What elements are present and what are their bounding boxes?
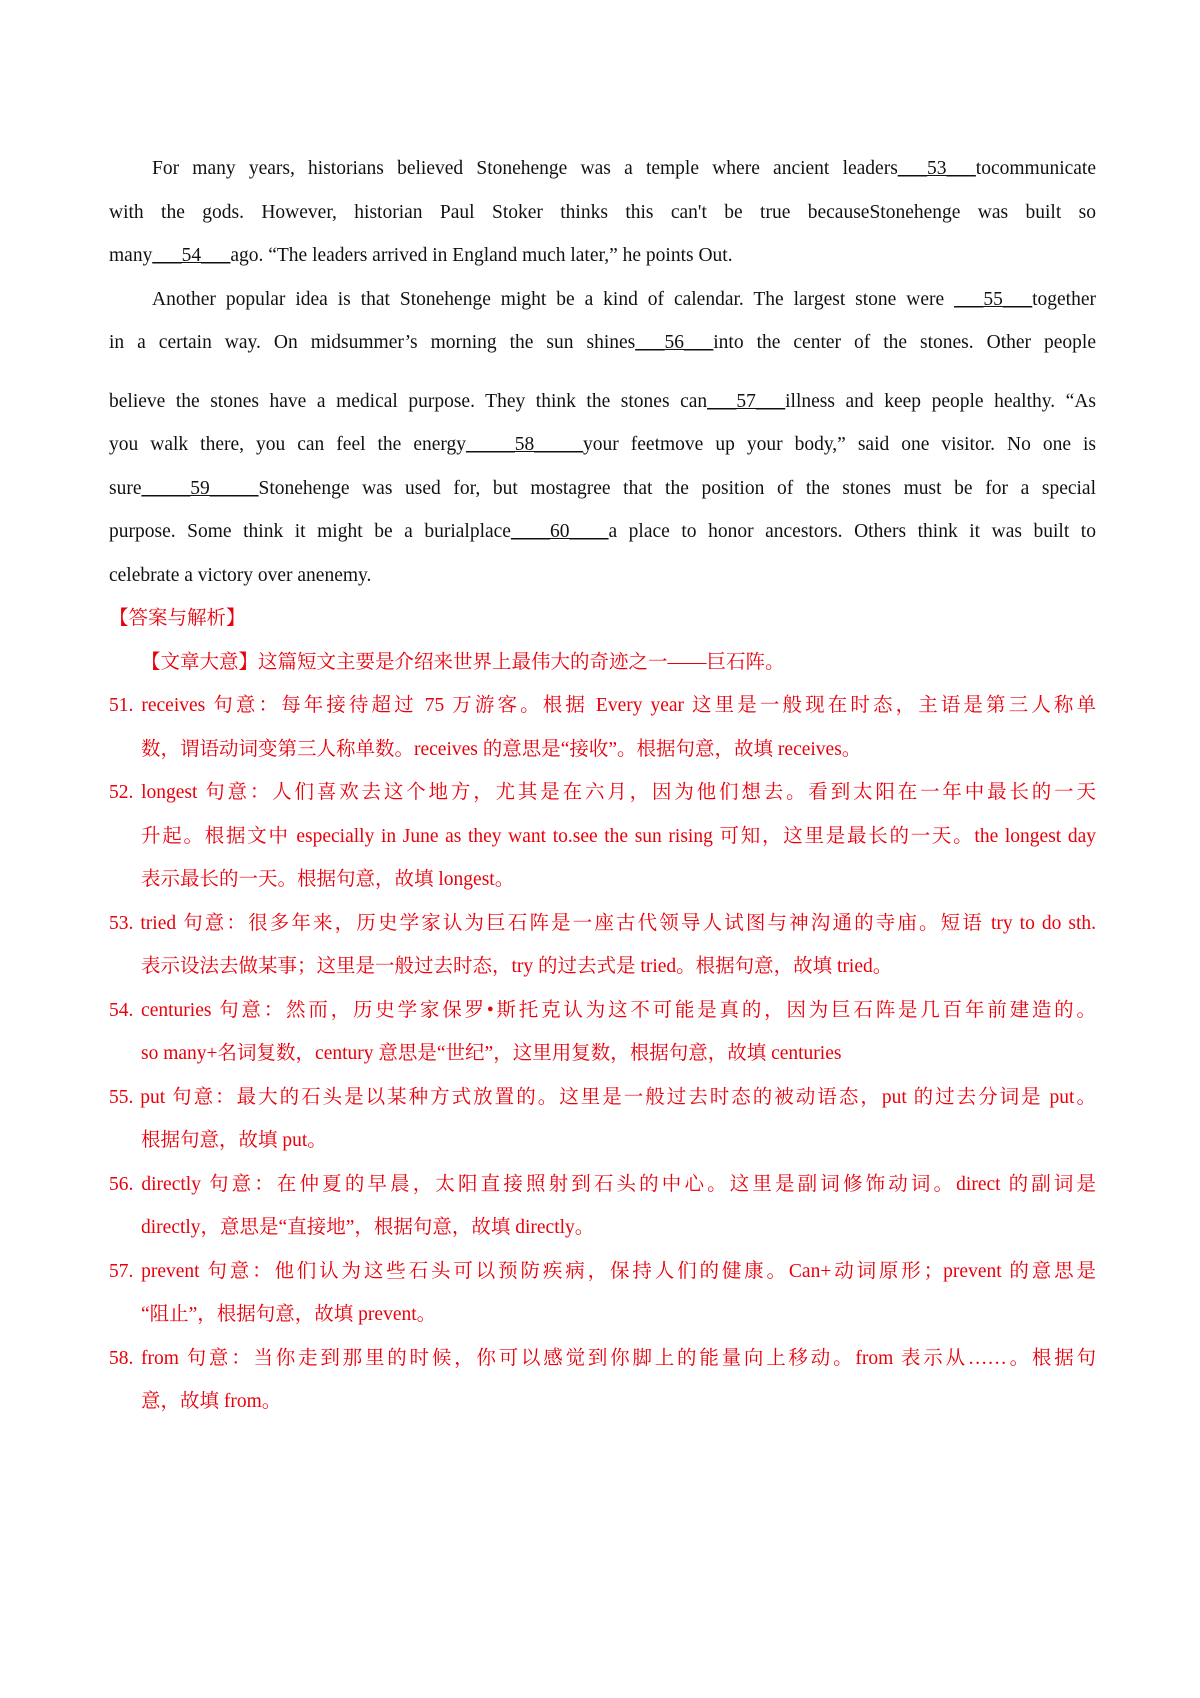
passage-text: tocommunicate xyxy=(975,158,1096,179)
passage-text: illness and keep people healthy. “As xyxy=(785,391,1096,412)
blank-60: ____60____ xyxy=(510,521,609,542)
passage-text: together xyxy=(1032,289,1096,310)
answer-51-line: 51. receives 句意：每年接待超过 75 万游客。根据 Every year 这里是一般现在时态，主语是第三人称单 xyxy=(109,695,1096,716)
answer-52-line: 52. longest 句意：人们喜欢去这个地方，尤其是在六月，因为他们想去。看到太阳在一年中最长的一天 xyxy=(109,782,1096,803)
passage-text: sure xyxy=(109,478,142,499)
answer-58-line: 58. from 句意：当你走到那里的时候，你可以感觉到你脚上的能量向上移动。from 表示从……。根据句 xyxy=(109,1348,1096,1369)
passage-text: your feetmove up your body,” said one visitor. No one is xyxy=(583,434,1096,455)
answer-53-line: 53. tried 句意：很多年来，历史学家认为巨石阵是一座古代领导人试图与神沟通的寺庙。短语 try to do sth. xyxy=(109,913,1096,934)
passage-line xyxy=(109,519,1096,545)
passage-text: purpose. Some think it might be a burialplace xyxy=(109,521,511,542)
blank-55: ___55___ xyxy=(954,289,1033,310)
passage-text: Stonehenge was used for, but mostagree that the position of the stones must be for a special xyxy=(258,478,1096,499)
passage-line xyxy=(109,330,1096,356)
blank-56: ___56___ xyxy=(635,332,714,353)
passage-line xyxy=(109,563,1096,589)
passage-line xyxy=(109,200,1096,226)
answer-52-line: 表示最长的一天。根据句意，故填 longest。 xyxy=(141,869,515,890)
answer-53-line: 表示设法去做某事；这里是一般过去时态，try 的过去式是 tried。根据句意，故填 tried。 xyxy=(141,956,893,977)
passage-text: many xyxy=(109,245,153,266)
passage-text: with the gods. However, historian Paul Stoker thinks this can't be true becauseStonehenge was built so xyxy=(109,202,1096,223)
answers-heading: 【答案与解析】 xyxy=(109,608,246,629)
answer-51-line: 数，谓语动词变第三人称单数。receives 的意思是“接收”。根据句意，故填 receives。 xyxy=(141,739,862,760)
blank-58: _____58_____ xyxy=(466,434,584,455)
passage-line xyxy=(109,476,1096,502)
passage-text: ago. “The leaders arrived in England much later,” he points Out. xyxy=(230,245,733,266)
summary-line: 【文章大意】这篇短文主要是介绍来世界上最伟大的奇迹之一——巨石阵。 xyxy=(141,652,785,673)
passage-text: Another popular idea is that Stonehenge might be a kind of calendar. The largest stone were xyxy=(152,289,955,310)
passage-line xyxy=(109,389,1096,415)
answer-57-line: “阻止”，根据句意，故填 prevent。 xyxy=(141,1304,437,1325)
answer-52-line: 升起。根据文中 especially in June as they want to.see the sun rising 可知，这里是最长的一天。the longest day xyxy=(141,826,1096,847)
answer-55-line: 55. put 句意：最大的石头是以某种方式放置的。这里是一般过去时态的被动语态，put 的过去分词是 put。 xyxy=(109,1087,1096,1108)
passage-text: celebrate a victory over anenemy. xyxy=(109,565,372,586)
passage-text: For many years, historians believed Stonehenge was a temple where ancient leaders xyxy=(152,158,898,179)
passage-line xyxy=(152,287,1096,313)
passage-text: believe the stones have a medical purpose. They think the stones can xyxy=(109,391,708,412)
answer-54-line: so many+名词复数，century 意思是“世纪”，这里用复数，根据句意，故填 centuries xyxy=(141,1043,842,1064)
passage-text: in a certain way. On midsummer’s morning the sun shines xyxy=(109,332,636,353)
answer-54-line: 54. centuries 句意：然而，历史学家保罗•斯托克认为这不可能是真的，因为巨石阵是几百年前建造的。 xyxy=(109,1000,1096,1021)
answer-55-line: 根据句意，故填 put。 xyxy=(141,1130,327,1151)
passage-line xyxy=(109,243,1096,269)
blank-54: ___54___ xyxy=(152,245,231,266)
passage-line xyxy=(109,432,1096,458)
blank-59: _____59_____ xyxy=(141,478,259,499)
answer-56-line: 56. directly 句意：在仲夏的早晨，太阳直接照射到石头的中心。这里是副词修饰动词。direct 的副词是 xyxy=(109,1174,1096,1195)
passage-line xyxy=(152,156,1096,182)
answer-58-line: 意，故填 from。 xyxy=(141,1391,282,1412)
blank-57: ___57___ xyxy=(707,391,786,412)
blank-53: ___53___ xyxy=(897,158,976,179)
answer-57-line: 57. prevent 句意：他们认为这些石头可以预防疾病，保持人们的健康。Can+动词原形；prevent 的意思是 xyxy=(109,1261,1096,1282)
passage-text: you walk there, you can feel the energy xyxy=(109,434,467,455)
passage-text: a place to honor ancestors. Others think it was built to xyxy=(608,521,1096,542)
passage-text: into the center of the stones. Other people xyxy=(713,332,1096,353)
answer-56-line: directly，意思是“直接地”，根据句意，故填 directly。 xyxy=(141,1217,595,1238)
